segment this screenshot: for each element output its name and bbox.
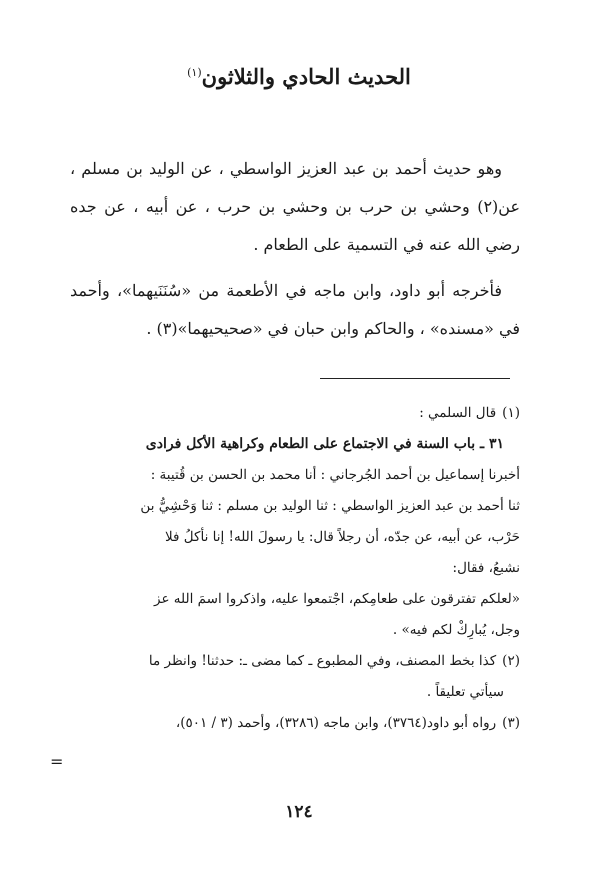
hadith-title — [0, 64, 598, 89]
paragraph-2-line-2: وأحمد في «مسنده» ، والحاكم وابن حبان في «صحيحيهما»(٣) . — [70, 281, 520, 338]
paragraph-1 — [70, 150, 520, 264]
footnotes — [65, 398, 520, 739]
footnote-2-line-2: سيأتي تعليقاً . — [426, 684, 504, 700]
footnote-1-quote-line-2: ثنا أحمد بن عبد العزيز الواسطي : ثنا الوليد بن مسلم : ثنا وَحْشِيُّ بن — [140, 498, 520, 514]
footnote-1 — [65, 398, 520, 429]
footnote-2-mark: (٢) — [502, 653, 520, 669]
footnote-3-mark: (٣) — [502, 715, 520, 731]
footnote-1-line-1: قال السلمي : — [419, 405, 497, 421]
footnote-1-mark: (١) — [502, 405, 520, 421]
paragraph-2-line-1: فأخرجه أبو داود، وابن ماجه في الأطعمة من «سُنَنَيهما»، — [116, 281, 502, 300]
footnote-2 — [65, 646, 520, 677]
page-number: ١٢٤ — [285, 802, 313, 822]
footnote-2-line-1: كذا بخط المصنف، وفي المطبوع ـ كما مضى ـ: حدثنا! وانظر ما — [148, 653, 497, 669]
footnote-3 — [65, 708, 520, 739]
footnote-1-quote-line-4: نشبعُ، فقال: — [452, 560, 520, 576]
title-footnote-ref: (١) — [187, 66, 202, 79]
footnote-divider — [320, 378, 510, 379]
paragraph-2 — [70, 272, 520, 348]
footnote-1-quote-line-3: حَرْب، عن أبيه، عن جدّه، أن رجلاً قال: يا رسولَ الله! إنا نأكلُ فلا — [165, 529, 520, 545]
paragraph-1-line-1: وهو حديث أحمد بن عبد العزيز الواسطي ، عن الوليد بن — [126, 159, 502, 178]
footnote-1-chapter-heading: ٣١ ـ باب السنة في الاجتماع على الطعام وكراهية الأكل فرادى — [145, 436, 504, 452]
footnote-1-quote-line-6: وجل، يُبارِكْ لكم فيه» . — [392, 622, 520, 638]
title-text: الحديث الحادي والثلاثون — [201, 64, 411, 89]
paragraph-1-line-2: مسلم ، عن(٢) وحشي بن حرب بن وحشي بن حرب ، عن أبيه ، — [70, 159, 521, 216]
footnote-1-quote-line-1: أخبرنا إسماعيل بن أحمد الجُرجاني : أنا محمد بن الحسن بن قُتيبة : — [150, 467, 520, 483]
footnote-1-quote-line-5: «لعلكم تفترقون على طعامِكم، اجْتمعوا عليه، واذكروا اسمَ الله عز — [154, 591, 520, 607]
main-text — [70, 150, 520, 356]
paragraph-1-line-3: عن جده رضي الله عنه في التسمية على الطعام . — [70, 197, 520, 254]
continuation-mark: = — [50, 752, 64, 771]
footnote-3-line-1: رواه أبو داود(٣٧٦٤)، وابن ماجه (٣٢٨٦)، وأحمد (٣ / ٥٠١)، — [175, 715, 497, 731]
